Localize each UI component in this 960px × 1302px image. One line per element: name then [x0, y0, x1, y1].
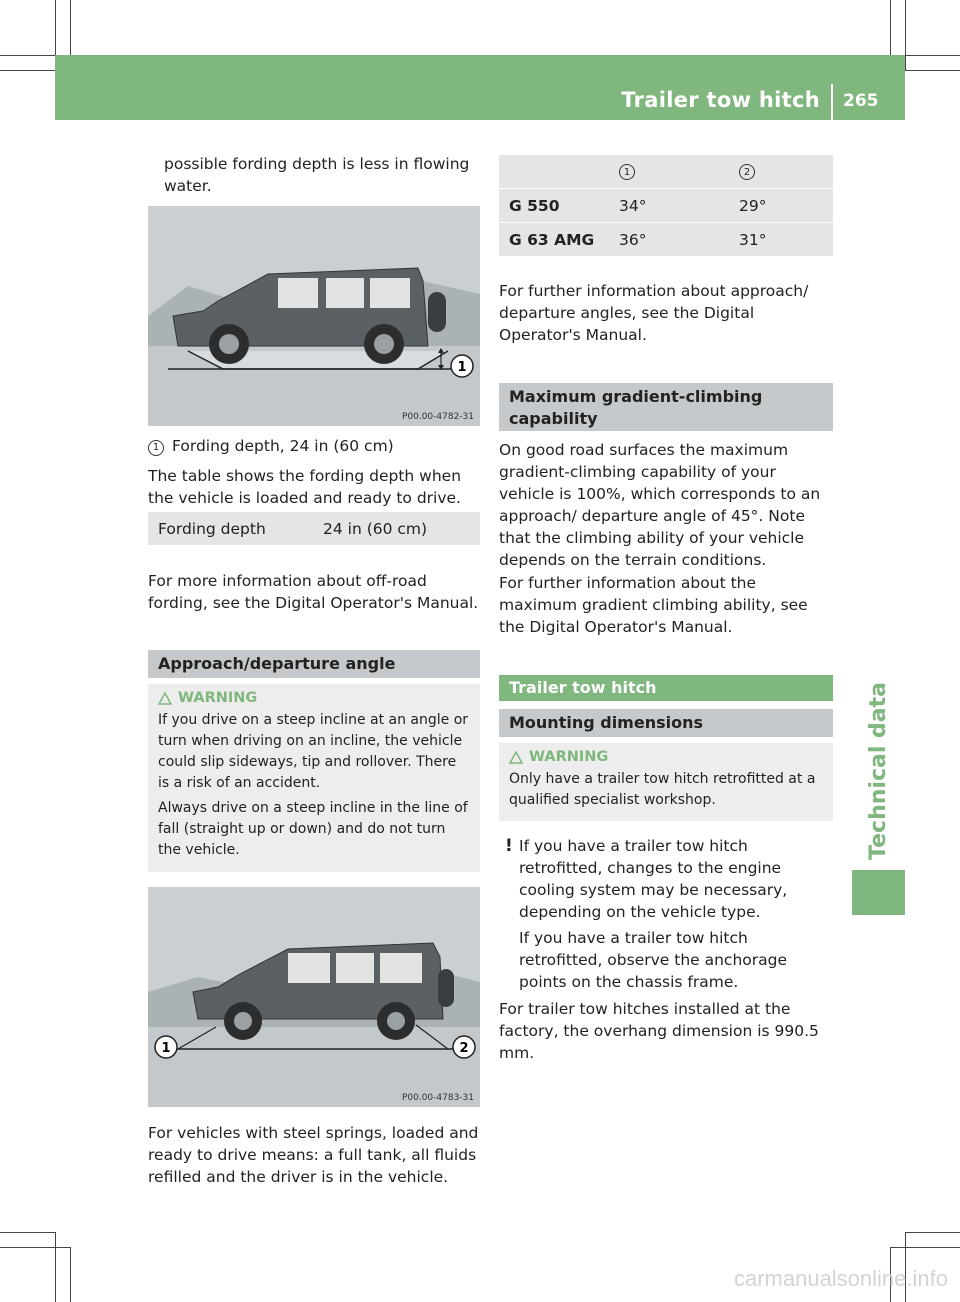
- table-cell-model: G 63 AMG: [499, 223, 609, 257]
- steel-springs-text: For vehicles with steel springs, loaded and ready to drive means: a full tank, all fluids refilled and the driver is in the vehicle.: [148, 1124, 479, 1186]
- table-header-empty: [499, 155, 609, 189]
- table-row: [148, 512, 480, 546]
- section-heading-gradient: Maximum gradient-climbing capability: [499, 383, 833, 431]
- warning-title: [158, 690, 470, 706]
- angles-more-text: For further information about approach/ departure angles, see the Digital Operator's Manual.: [499, 282, 809, 344]
- figure-marker-1: 1: [457, 360, 467, 375]
- header-title: Trailer tow hitch: [621, 88, 820, 112]
- side-tab-label: Technical data: [865, 682, 891, 860]
- crop-mark: [905, 1232, 960, 1233]
- note-exclamation-icon: !: [505, 836, 513, 856]
- intro-text: [148, 153, 484, 197]
- crop-mark: [70, 1247, 71, 1302]
- crop-mark: [890, 0, 891, 55]
- approach-departure-figure: [148, 887, 480, 1107]
- gradient-text: On good road surfaces the maximum gradient-climbing capability of your vehicle is 100%, which corresponds to an approach/ departure angle of 45°. Note that the climbing ability of your vehicle depends on the terrain conditions.: [499, 441, 821, 569]
- crop-mark: [905, 0, 906, 70]
- side-tab: [852, 682, 904, 860]
- vehicle-fording-illustration: [148, 206, 480, 426]
- warning-text-2: Always drive on a steep incline in the line of fall (straight up or down) and do not turn the vehicle.: [158, 800, 468, 858]
- angle-table: [499, 155, 833, 257]
- header-separator: [831, 84, 833, 120]
- callout-1-icon: 1: [619, 164, 635, 180]
- figure-code: P00.00-4783-31: [401, 1093, 474, 1103]
- warning-text: Only have a trailer tow hitch retrofitted at a qualified specialist workshop.: [509, 771, 816, 808]
- side-tab-marker: [852, 870, 905, 915]
- vehicle-angle-illustration: [148, 887, 480, 1107]
- intro-text-content: possible fording depth is less in flowing water.: [164, 155, 470, 195]
- warning-title-text: WARNING: [529, 749, 609, 765]
- figure-caption: [148, 435, 483, 457]
- table-intro-text: The table shows the fording depth when the vehicle is loaded and ready to drive.: [148, 467, 462, 507]
- caption-text: Fording depth, 24 in (60 cm): [172, 437, 394, 455]
- warning-title-text: WARNING: [178, 690, 258, 706]
- warning-text-1: If you drive on a steep incline at an angle or turn when driving on an incline, the vehicle could slip sideways, tip and rollover. There is a risk of an accident.: [158, 712, 469, 791]
- crop-mark: [890, 1247, 960, 1248]
- table-row: [499, 223, 833, 257]
- table-header-1: [609, 155, 729, 189]
- fording-depth-figure: [148, 206, 480, 426]
- table-cell-angle2: 29°: [729, 189, 833, 223]
- crop-mark: [0, 1232, 55, 1233]
- table-row: [499, 189, 833, 223]
- section-heading-trailer: Trailer tow hitch: [499, 675, 833, 701]
- figure-marker-1: 1: [161, 1041, 171, 1056]
- callout-2-icon: 2: [739, 164, 755, 180]
- page-number: 265: [843, 91, 879, 111]
- callout-1-icon: 1: [148, 440, 164, 456]
- crop-mark: [0, 1247, 70, 1248]
- crop-mark: [0, 70, 55, 71]
- note-text-1: If you have a trailer tow hitch retrofitted, changes to the engine cooling system may be necessary, depending on the vehicle type.: [519, 837, 788, 921]
- section-heading-mounting: Mounting dimensions: [499, 709, 833, 737]
- warning-box-approach: [148, 684, 480, 872]
- figure-marker-2: 2: [459, 1041, 469, 1056]
- table-header-2: [729, 155, 833, 189]
- crop-mark: [905, 70, 960, 71]
- table-cell-angle1: 34°: [609, 189, 729, 223]
- section-heading-approach: Approach/departure angle: [148, 650, 480, 678]
- note-text-2: If you have a trailer tow hitch retrofitted, observe the anchorage points on the chassis frame.: [519, 929, 788, 991]
- table-cell-angle2: 31°: [729, 223, 833, 257]
- crop-mark: [70, 0, 71, 55]
- watermark: carmanualsonline.info: [733, 1266, 948, 1291]
- gradient-more-text: For further information about the maximum gradient climbing ability, see the Digital Operator's Manual.: [499, 574, 808, 636]
- table-cell-value: 24 in (60 cm): [313, 512, 480, 546]
- crop-mark: [55, 1232, 56, 1302]
- warning-triangle-icon: [509, 751, 523, 764]
- more-info-text: For more information about off-road fording, see the Digital Operator's Manual.: [148, 572, 479, 612]
- warning-box-trailer: [499, 743, 833, 821]
- fording-depth-table: [148, 512, 480, 546]
- figure-code: P00.00-4782-31: [401, 412, 474, 422]
- table-cell-angle1: 36°: [609, 223, 729, 257]
- factory-text: For trailer tow hitches installed at the factory, the overhang dimension is 990.5 mm.: [499, 1000, 819, 1062]
- warning-title: [509, 749, 823, 765]
- note-block: [499, 835, 835, 993]
- warning-triangle-icon: [158, 692, 172, 705]
- table-cell-label: Fording depth: [148, 512, 313, 546]
- table-cell-model: G 550: [499, 189, 609, 223]
- table-header-row: [499, 155, 833, 189]
